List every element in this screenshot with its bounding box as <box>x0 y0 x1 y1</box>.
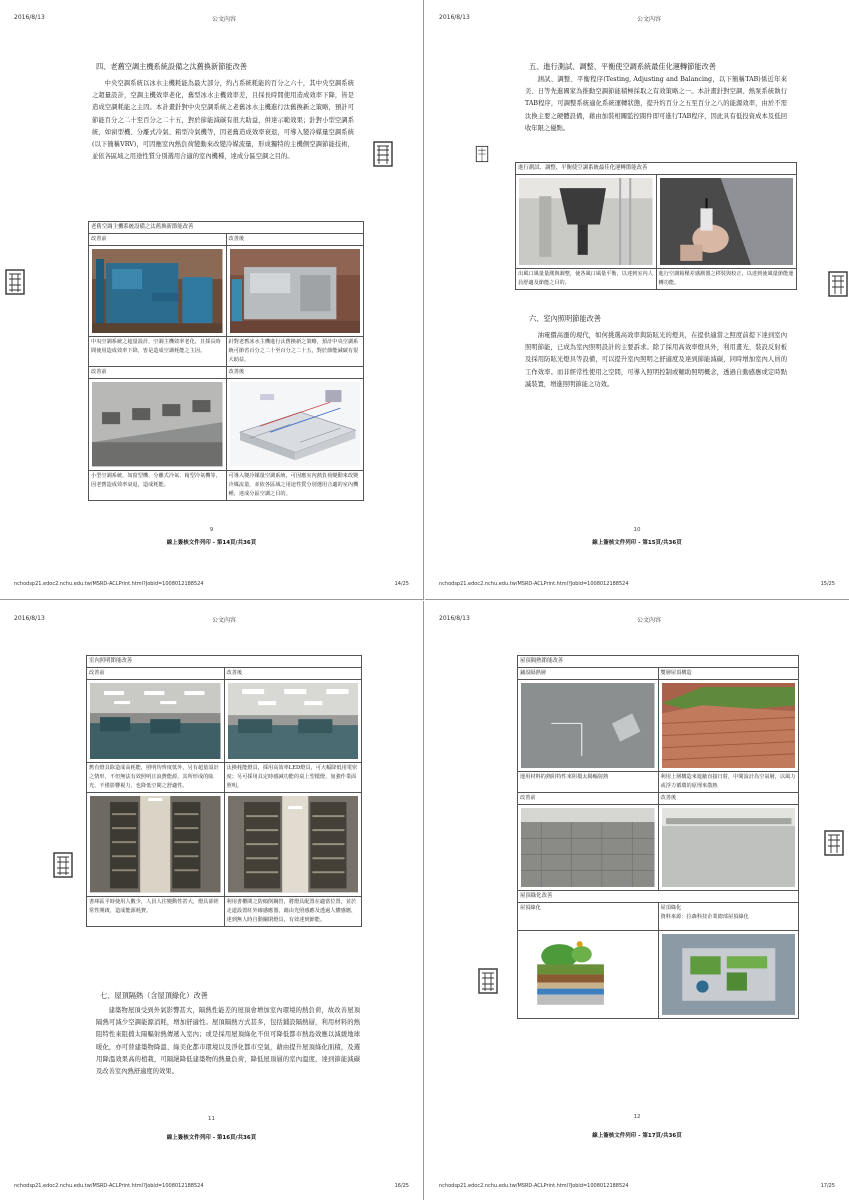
print-date: 2016/8/13 <box>14 14 45 21</box>
photo-roof-before <box>518 804 659 890</box>
seal-stamp <box>52 851 74 879</box>
label-before: 改善前 <box>87 668 225 680</box>
table-title: 室內照明節能改善 <box>87 656 362 668</box>
body-paragraph: 建築物屋頂受到外氣影響甚大，隔熱性能差的屋頂會增加室內環境的熱負荷，故改善屋頂隔熱可減少空調能源消耗，增加舒適性。屋頂隔熱方式甚多，包括鋪設隔熱層，利用材料的熱阻特性來阻擋太陽輻射熱傳遞入室內；或是採用屋頂綠化不但可降低都市熱島效應以減緩地球暖化，亦可替建築物降溫、綠美化都市環境以及淨化都市空氣，藉由提升屋頂綠化面積，及選用降溫效果高的植栽，可隔絕降低建築物的熱量負荷，降低屋頂層的室內溫度，達到節能減碳及改善室內熱舒適度的效果。 <box>96 1007 360 1076</box>
document-page <box>425 601 849 1200</box>
print-date: 2016/8/13 <box>439 615 470 622</box>
illustration-green-roof-layers <box>518 930 659 1018</box>
section-title: 七、屋頂隔熱（含屋頂綠化）改善 <box>100 991 208 1000</box>
header-title: 公文內容 <box>211 16 237 23</box>
section-title: 六、室內照明節能改善 <box>529 314 601 323</box>
diagram-vrv-system <box>226 379 364 470</box>
header-title: 公文內容 <box>636 16 662 23</box>
label-after: 改善後 <box>224 668 362 680</box>
caption-after: 利用書櫃間之防傾倒鋼管，將燈具配置在適當位置，並於走道設置紅外線感應器，藉由光照感應及透過人體感應，達到無人時自動關閉燈具，有效達到節能。 <box>224 896 362 926</box>
photo-air-outlet-measurement <box>516 175 657 269</box>
print-page-info: 線上簽核文件列印 - 第14頁/共36頁 <box>166 540 257 546</box>
seal-stamp <box>372 140 394 168</box>
document-url: nchodsp21.edoc2.nchu.edu.tw/MSRD-ACLPrint.html?Jobld=1008012188524 <box>439 581 629 587</box>
document-url: nchodsp21.edoc2.nchu.edu.tw/MSRD-ACLPrint.html?Jobld=1008012188524 <box>439 1183 629 1189</box>
photo-office-old-lighting <box>87 680 225 763</box>
green-roof-title: 屋頂綠化改善 <box>518 890 799 902</box>
print-page-info: 線上簽核文件列印 - 第16頁/共36頁 <box>166 1135 257 1141</box>
print-page-info: 線上簽核文件列印 - 第15頁/共36頁 <box>592 540 682 546</box>
document-page <box>425 0 849 600</box>
label-insulation-layer: 鋪設隔熱層 <box>518 668 659 680</box>
header-title: 公文內容 <box>211 617 237 624</box>
print-date: 2016/8/13 <box>439 14 470 21</box>
page-number: 11 <box>208 1116 215 1122</box>
section-title: 五、進行測試、調整、平衡使空調系統最佳化運轉節能改善 <box>529 62 716 71</box>
print-page-count: 14/25 <box>394 581 409 587</box>
comparison-table <box>515 162 797 290</box>
print-page-count: 16/25 <box>394 1183 409 1189</box>
body-paragraph: 測試、調整、平衡程序(Testing, Adjusting and Balancing，以下簡稱TAB)係近年來美、日等先進國家為推動空調節能積極採取之有效策略之一。本計畫針對空調、熱泵系統執行TAB程序，可調整系統適化系統運轉狀態，提升約百分之五至百分之八的能源效率，由於不需汰換主要之硬體設備，藉由加裝相關監控閥件即可進行TAB程序，因此具有低投資成本及低回收年限之優點。 <box>525 76 787 132</box>
print-date: 2016/8/13 <box>14 615 45 622</box>
print-page-info: 線上簽核文件列印 - 第17頁/共36頁 <box>592 1133 682 1139</box>
document-url: nchodsp21.edoc2.nchu.edu.tw/MSRD-ACLPrint.html?Jobld=1008012188524 <box>14 581 204 587</box>
photo-office-led-lighting <box>224 680 362 763</box>
page-number: 9 <box>209 527 214 533</box>
seal-stamp <box>823 829 845 857</box>
comparison-table <box>517 655 799 1019</box>
header-title: 公文內容 <box>636 617 662 624</box>
photo-library-stacks-before <box>87 793 225 896</box>
label-green-roof: 屋頂綠化 <box>518 902 659 930</box>
label-before: 改善前 <box>89 234 227 246</box>
caption-before: 書庫區平時使用人數少，人員人往變動性甚大，燈具卻經常性開啟，造成能源耗費。 <box>87 896 225 926</box>
photo-old-chiller <box>89 246 227 337</box>
seal-stamp <box>827 270 849 298</box>
photo-double-roof <box>658 680 799 772</box>
body-paragraph: 油電價高漲的現代，如何挑選高效率與防眩光的燈具，在提供適當之照度前提下達到室內照明節能，已成為室內照明設計的主要訴求。除了採用高效率燈具外，利用畫光、裝設反射板及採用防眩光燈具等設備，可以提升室內照明之舒適度及達到節能減碳，同時增加室內人員的工作效率。而非經常性使用之空間，可導入照明控制或輔助照明概念，透過自動感應或定時點滅裝置，增進照明節能之功效。 <box>525 332 787 388</box>
photo-window-units <box>89 379 227 470</box>
photo-green-roof-aerial <box>658 930 799 1018</box>
caption-after: 可導入變冷媒量空調系統，可因應室內熱負荷變動來改變冷媒流量，並依各區域之用途性質分別選用合適的室內機種，達成分區空調之目的。 <box>226 470 364 500</box>
page-number: 10 <box>633 527 641 533</box>
seal-stamp <box>4 268 26 296</box>
label-after: 改善後 <box>226 367 364 379</box>
caption-before: 小型空調系統，如窗型機、分離式冷氣、箱型冷氣機等，因老舊造成效率衰退，造成耗能。 <box>89 470 227 500</box>
label-after: 改善後 <box>226 234 364 246</box>
photo-pressure-sensor <box>656 175 797 269</box>
document-page <box>0 0 424 600</box>
comparison-table <box>88 221 364 501</box>
section-title: 四、老舊空調主機系統設備之汰舊換新節能改善 <box>96 62 247 71</box>
body-paragraph: 中央空調系統以冰水主機耗能為最大部分，約占系統耗能的百分之六十，其中央空調系統之超量設計，空調主機效率老化，舊型冰水主機效率差，且採長時間使用造成效率下降，皆是造成空調耗能之主因。本計畫針對中央空調系統之老舊冰水主機進行汰舊換新之策略，預計可節能百分之二十至百分之二十五，對於節能減碳有很大助益，併達示範效果；針對小型空調系統，如窗型機、分離式冷氣、箱型冷氣機等，因老舊造成效率衰退，可導入變冷媒量空調系統(以下簡稱VRV)，可因應室內熱負荷變動來改變冷媒流量，形成獨特的主機側空調節能技術，並依各區域之用途性質分別選用合適的室內機種，達成分區空調之目的。 <box>92 80 354 161</box>
caption-insulation: 運用材料的熱阻特性來阻擋太陽輻射熱 <box>518 771 659 792</box>
caption-left: 出風口風量量測與調整，使各風口風量平衡，以達到室內人員舒適及節能之目的。 <box>516 268 657 289</box>
label-double-roof: 雙層屋頂構造 <box>658 668 799 680</box>
document-page <box>0 601 424 1200</box>
caption-before: 中央空調系統之超量設計，空調主機效率老化，且採長時間使用造成效率下降，皆是造成空調耗能之主因。 <box>89 337 227 367</box>
caption-after: 針對老舊冰水主機進行汰舊換新之策略，預計中央空調系統可節省百分之二十至百分之二十五，對於節能減碳有很大助益。 <box>226 337 364 367</box>
comparison-table <box>86 655 362 927</box>
table-title: 老舊空調主機系統設備之汰舊換新節能改善 <box>89 222 364 234</box>
print-page-count: 17/25 <box>820 1183 835 1189</box>
caption-before: 舊有燈具除造成高耗能，照明均齊度低外，另有超量設計之情形，不但無法有效照明且浪費能源，其所形成的眩光，不僅影響視力，也降低空間之舒適性。 <box>87 763 225 793</box>
photo-roof-after <box>658 804 799 890</box>
photo-new-chiller <box>226 246 364 337</box>
document-url: nchodsp21.edoc2.nchu.edu.tw/MSRD-ACLPrint.html?Jobld=1008012188524 <box>14 1183 204 1189</box>
label-before: 改善前 <box>518 792 659 804</box>
photo-insulation-layer <box>518 680 659 772</box>
photo-library-stacks-after <box>224 793 362 896</box>
label-before: 改善前 <box>89 367 227 379</box>
seal-stamp <box>477 967 499 995</box>
table-title: 屋頂隔熱節能改善 <box>518 656 799 668</box>
caption-after: 汰換耗能燈具，採用高效率LED燈具，可大幅降低用電密度；另可採用具定時感減功能的桌上型檯燈，加強作業面照明。 <box>224 763 362 793</box>
label-after: 改善後 <box>658 792 799 804</box>
label-green-roof-source: 屋頂綠化 資料來源：拉森科技企業總部屋頂綠化 <box>658 902 799 930</box>
caption-double-roof: 利用上層構造來遮蔽直接日射，中間設計為空氣層，以風力或浮力循環的原理來散熱 <box>658 771 799 792</box>
print-page-count: 15/25 <box>820 581 835 587</box>
page-number: 12 <box>633 1114 641 1120</box>
table-title: 進行測試、調整、平衡使空調系統最佳化運轉節能改善 <box>516 163 797 175</box>
seal-stamp <box>475 144 489 164</box>
caption-right: 進行空調箱壓差感測器之移裝與校正，以達到使風量節能運轉功能。 <box>656 268 797 289</box>
